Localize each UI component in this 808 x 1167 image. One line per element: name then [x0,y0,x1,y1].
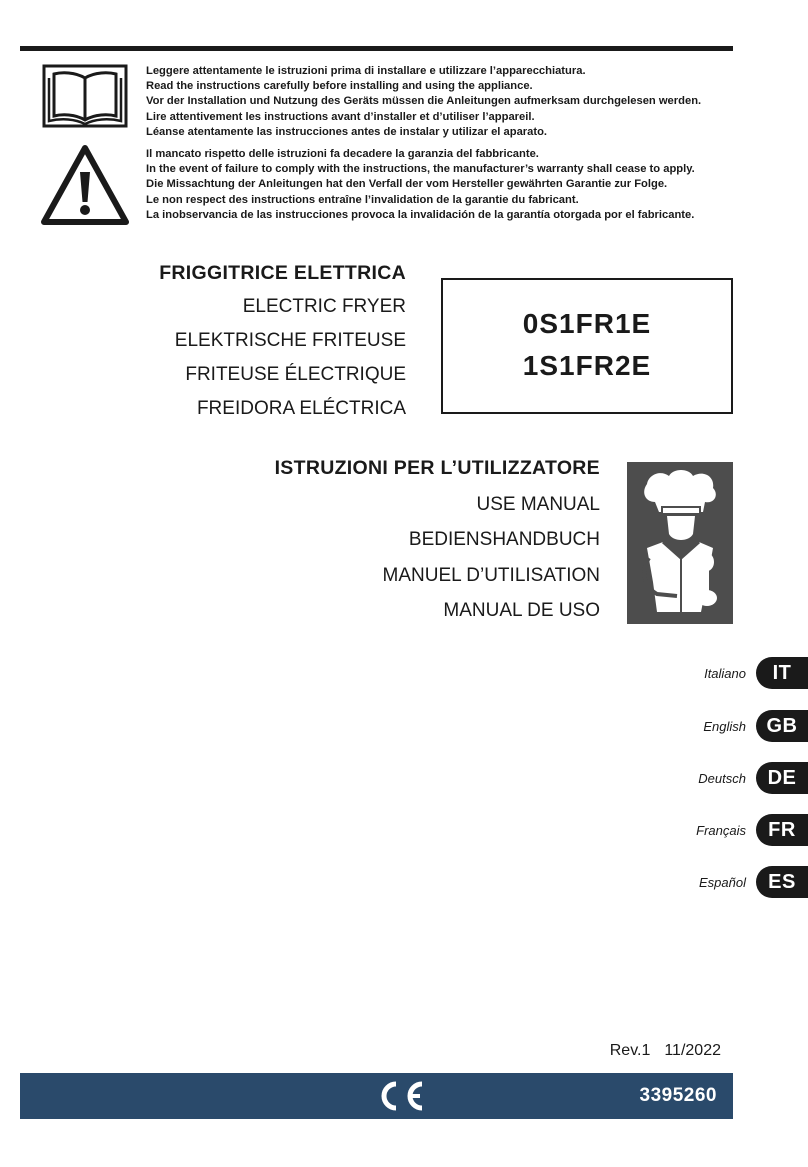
model-box [441,278,733,414]
read-instructions-notice [146,64,746,140]
notice-line: Le non respect des instructions entraîne l’invalidation de la garantie du fabricant. [146,193,579,206]
product-title-es: FREIDORA ELÉCTRICA [196,398,406,419]
language-name: English [703,718,746,734]
language-name: Español [699,874,746,890]
language-tab-fr[interactable] [696,813,808,847]
notice-line: Il mancato rispetto delle istruzioni fa decadere la garanzia del fabbricante. [146,148,539,160]
language-name: Français [696,822,746,838]
language-code: FR [756,814,808,846]
model-code: 0S1FR1E [522,308,652,339]
notice-line: Read the instructions carefully before installing and using the appliance. [146,80,533,93]
notice-line: Die Missachtung der Anleitungen hat den Verfall der vom Hersteller gewährten Garantie zur Folge. [146,178,668,191]
warranty-notice [146,147,746,223]
language-code: GB [756,710,808,742]
notice-line: Vor der Installation und Nutzung des Geräts müssen die Anleitungen aufmerksam durchgelesen werden. [146,95,702,108]
model-code: 1S1FR2E [522,350,652,381]
notice-line: Léanse atentamente las instrucciones antes de instalar y utilizar el aparato. [146,125,548,138]
manual-titles [275,451,600,629]
language-code: IT [756,657,808,689]
document-code: 3395260 [639,1085,717,1106]
footer-bar [20,1073,733,1119]
product-title-de: ELEKTRISCHE FRITEUSE [174,330,406,351]
notice-line: In the event of failure to comply with the instructions, the manufacturer’s warranty shall cease to apply. [146,163,695,176]
ce-mark-icon [370,1080,430,1112]
manual-title-it: ISTRUZIONI PER L’UTILIZZATORE [274,457,600,479]
revision-number: Rev.1 [609,1042,651,1059]
language-tab-it[interactable] [704,656,808,690]
chef-user-icon [627,462,733,624]
language-tab-es[interactable] [699,865,808,899]
language-name: Deutsch [698,770,746,786]
notice-line: Lire attentivement les instructions avant d’installer et d’utiliser l’appareil. [146,110,535,123]
open-book-icon [42,64,128,128]
language-name: Italiano [704,665,746,681]
language-code: DE [756,762,808,794]
manual-title-fr: MANUEL D’UTILISATION [382,564,600,586]
product-title-it: FRIGGITRICE ELETTRICA [159,262,406,284]
manual-title-es: MANUAL DE USO [443,600,600,621]
revision-info [610,1042,721,1060]
top-rule [20,46,733,51]
manual-title-de: BEDIENSHANDBUCH [408,529,600,550]
product-title-gb: ELECTRIC FRYER [242,296,406,317]
product-title-fr: FRITEUSE ÉLECTRIQUE [185,364,406,385]
revision-date: 11/2022 [664,1042,721,1059]
language-tab-gb[interactable] [703,709,808,743]
notice-line: Leggere attentamente le istruzioni prima di installare e utilizzare l’apparecchiatura. [146,65,586,77]
language-tab-de[interactable] [698,761,808,795]
language-code: ES [756,866,808,898]
product-titles [159,256,406,426]
manual-title-gb: USE MANUAL [476,493,600,515]
notice-line: La inobservancia de las instrucciones provoca la invalidación de la garantía otorgada por el fabricante. [146,208,695,221]
warning-icon [40,144,130,226]
